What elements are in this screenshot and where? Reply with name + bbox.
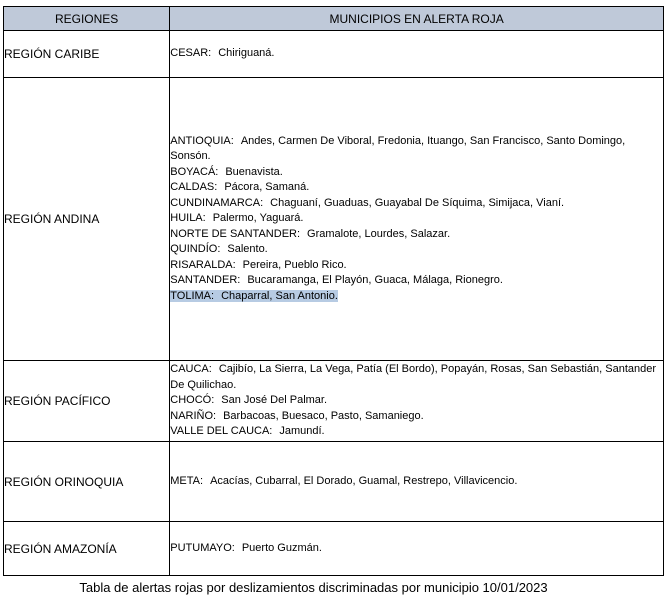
department-name: CAUCA :	[170, 363, 212, 375]
alerts-table	[3, 6, 664, 576]
table-row	[4, 522, 664, 576]
department-name: BOYACÁ :	[170, 166, 218, 178]
municipality-list: Barbacoas, Buesaco, Pasto, Samaniego.	[223, 409, 424, 422]
department-name: CHOCÓ :	[170, 394, 214, 406]
table-row	[4, 78, 664, 361]
region-cell: REGIÓN PACÍFICO	[4, 361, 170, 442]
department-name: PUTUMAYO :	[170, 542, 235, 554]
department-entry	[170, 165, 663, 181]
region-cell: REGIÓN ANDINA	[4, 78, 170, 361]
department-entry	[170, 393, 663, 409]
municipalities-cell	[170, 31, 664, 78]
region-cell: REGIÓN CARIBE	[4, 31, 170, 78]
municipality-list: Chiriguaná.	[218, 47, 275, 60]
municipality-list: Gramalote, Lourdes, Salazar.	[307, 227, 451, 240]
municipality-list: Chaparral, San Antonio.	[221, 289, 338, 302]
department-name: ANTIOQUIA :	[170, 135, 234, 147]
table-row	[4, 442, 664, 522]
department-name: CALDAS :	[170, 181, 217, 193]
municipalities-cell	[170, 522, 664, 576]
department-name: CESAR :	[170, 47, 211, 59]
highlighted-selection	[170, 290, 338, 302]
department-entry	[170, 134, 663, 165]
department-name: VALLE DEL CAUCA :	[170, 425, 272, 437]
department-entry	[170, 180, 663, 196]
department-entry	[170, 474, 663, 490]
region-cell: REGIÓN AMAZONÍA	[4, 522, 170, 576]
header-municipalities: MUNICIPIOS EN ALERTA ROJA	[170, 7, 664, 31]
municipality-list: Jamundí.	[279, 425, 325, 438]
municipality-list: Bucaramanga, El Playón, Guaca, Málaga, Rionegro.	[247, 274, 503, 287]
municipality-list: Buenavista.	[225, 165, 283, 178]
department-name: TOLIMA :	[170, 290, 214, 302]
table-header-row	[4, 7, 664, 31]
header-regions: REGIONES	[4, 7, 170, 31]
department-name: SANTANDER :	[170, 274, 240, 286]
department-entry	[170, 541, 663, 557]
department-name: NORTE DE SANTANDER :	[170, 228, 300, 240]
department-entry	[170, 273, 663, 289]
department-entry-highlighted	[170, 289, 663, 305]
municipality-list: Puerto Guzmán.	[241, 541, 322, 554]
municipality-list: San José Del Palmar.	[221, 394, 328, 407]
municipality-list: Acacías, Cubarral, El Dorado, Guamal, Restrepo, Villavicencio.	[210, 474, 518, 487]
department-name: RISARALDA :	[170, 259, 235, 271]
municipalities-cell	[170, 442, 664, 522]
municipality-list: Chaguaní, Guaduas, Guayabal De Síquima, Simijaca, Vianí.	[270, 196, 565, 209]
department-entry	[170, 258, 663, 274]
department-name: HUILA :	[170, 212, 205, 224]
table-row	[4, 31, 664, 78]
department-entry	[170, 196, 663, 212]
department-entry	[170, 211, 663, 227]
department-entry	[170, 424, 663, 440]
department-entry	[170, 362, 663, 393]
department-name: QUINDÍO :	[170, 243, 220, 255]
department-name: CUNDINAMARCA :	[170, 197, 263, 209]
department-entry	[170, 227, 663, 243]
municipalities-cell	[170, 78, 664, 361]
department-entry	[170, 46, 663, 62]
municipality-list: Salento.	[227, 243, 268, 256]
department-entry	[170, 409, 663, 425]
municipality-list: Pácora, Samaná.	[224, 181, 310, 194]
department-entry	[170, 242, 663, 258]
municipality-list: Andes, Carmen De Viboral, Fredonia, Ituango, San Francisco, Santo Domingo, Sonsón.	[170, 134, 626, 163]
region-cell: REGIÓN ORINOQUIA	[4, 442, 170, 522]
table-caption: Tabla de alertas rojas por deslizamientos discriminadas por municipio 10/01/2023	[79, 580, 548, 595]
department-name: NARIÑO :	[170, 410, 216, 422]
department-name: META :	[170, 475, 203, 487]
municipalities-cell	[170, 361, 664, 442]
municipality-list: Cajibío, La Sierra, La Vega, Patía (El Bordo), Popayán, Rosas, San Sebastián, Santander De Quilichao.	[170, 363, 657, 391]
municipality-list: Palermo, Yaguará.	[212, 212, 304, 225]
municipality-list: Pereira, Pueblo Rico.	[242, 258, 347, 271]
table-row	[4, 361, 664, 442]
